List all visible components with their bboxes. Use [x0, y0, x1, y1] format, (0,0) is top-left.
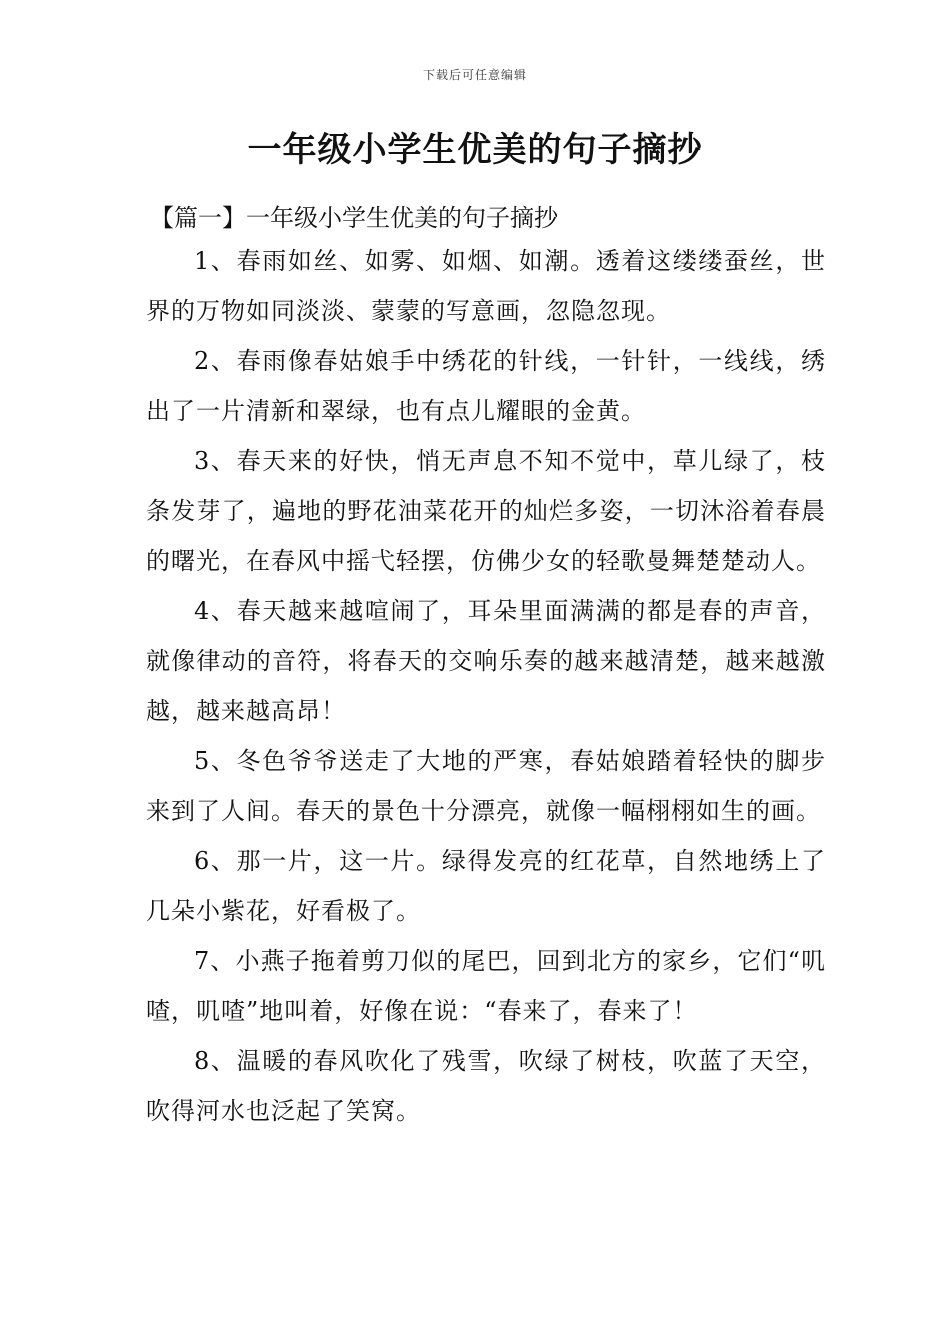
document-body	[146, 200, 826, 1136]
paragraph-4: 4、春天越来越喧闹了，耳朵里面满满的都是春的声音，就像律动的音符，将春天的交响乐奏的越来越清楚，越来越激越，越来越高昂！	[146, 597, 826, 725]
paragraph-2: 2、春雨像春姑娘手中绣花的针线，一针针，一线线，绣出了一片清新和翠绿，也有点儿耀眼的金黄。	[146, 347, 826, 425]
paragraph-5: 5、冬色爷爷送走了大地的严寒，春姑娘踏着轻快的脚步来到了人间。春天的景色十分漂亮，就像一幅栩栩如生的画。	[146, 747, 826, 825]
document-title: 一年级小学生优美的句子摘抄	[247, 130, 703, 170]
paragraph-6: 6、那一片，这一片。绿得发亮的红花草，自然地绣上了几朵小紫花，好看极了。	[146, 847, 826, 925]
paragraph-7: 7、小燕子拖着剪刀似的尾巴，回到北方的家乡，它们“叽喳，叽喳”地叫着，好像在说：“春来了，春来了！	[146, 947, 826, 1025]
paragraph-1: 1、春雨如丝、如雾、如烟、如潮。透着这缕缕蚕丝，世界的万物如同淡淡、蒙蒙的写意画，忽隐忽现。	[146, 247, 826, 325]
header-note: 下载后可任意编辑	[422, 68, 527, 82]
section-heading: 【篇一】一年级小学生优美的句子摘抄	[150, 204, 558, 232]
paragraph-8: 8、温暖的春风吹化了残雪，吹绿了树枝，吹蓝了天空，吹得河水也泛起了笑窝。	[146, 1047, 826, 1125]
paragraph-3: 3、春天来的好快，悄无声息不知不觉中，草儿绿了，枝条发芽了，遍地的野花油菜花开的灿烂多姿，一切沐浴着春晨的曙光，在春风中摇弋轻摆，仿佛少女的轻歌曼舞楚楚动人。	[146, 447, 826, 575]
